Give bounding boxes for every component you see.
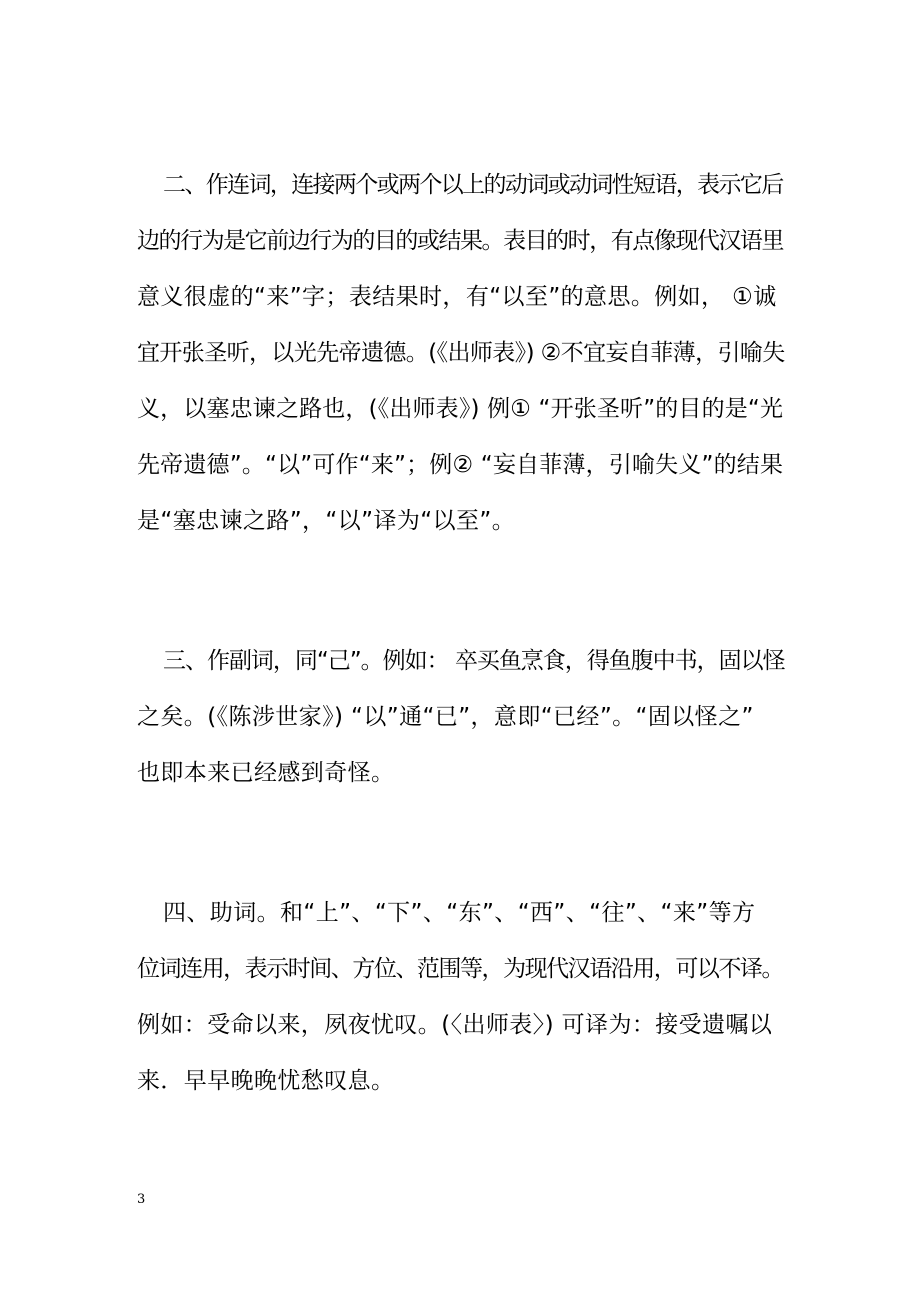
text-line: 也即本来已经感到奇怪。 (137, 760, 395, 786)
text-line: 位词连用，表示时间、方位、范围等，为现代汉语沿用，可以不译。 (137, 956, 784, 982)
text-line: 意义很虚的“来”字；表结果时，有“以至”的意思。例如， ①诚 (137, 284, 777, 310)
text-line: 之矣。(《陈涉世家》) “以”通“已”，意即“已经”。“固以怪之” (137, 704, 754, 730)
text-line: 二、作连词，连接两个或两个以上的动词或动词性短语，表示它后 (163, 172, 783, 198)
text-line: 例如：受命以来，夙夜忧叹。(〈出师表〉) 可译为：接受遗嘱以 (137, 1012, 773, 1038)
text-line: 来．早早晚晚忧愁叹息。 (137, 1068, 395, 1094)
text-line: 是“塞忠谏之路”，“以”译为“以至”。 (137, 508, 516, 534)
text-line: 三、作副词，同“己”。例如： 卒买鱼烹食，得鱼腹中书，固以怪 (163, 648, 785, 674)
text-line: 义，以塞忠谏之路也，(《出师表》) 例① “开张圣听”的目的是“光 (137, 396, 784, 422)
text-line: 四、助词。和“上”、“下”、“东”、“西”、“往”、“来”等方 (163, 900, 756, 926)
text-line: 先帝遗德”。“以”可作“来”；例② “妄自菲薄，引喻失义”的结果 (137, 452, 784, 478)
page-number: 3 (137, 1192, 146, 1207)
text-line: 边的行为是它前边行为的目的或结果。表目的时，有点像现代汉语里 (137, 228, 784, 254)
text-line: 宜开张圣听，以光先帝遗德。(《出师表》) ②不宜妄自菲薄，引喻失 (137, 340, 785, 366)
